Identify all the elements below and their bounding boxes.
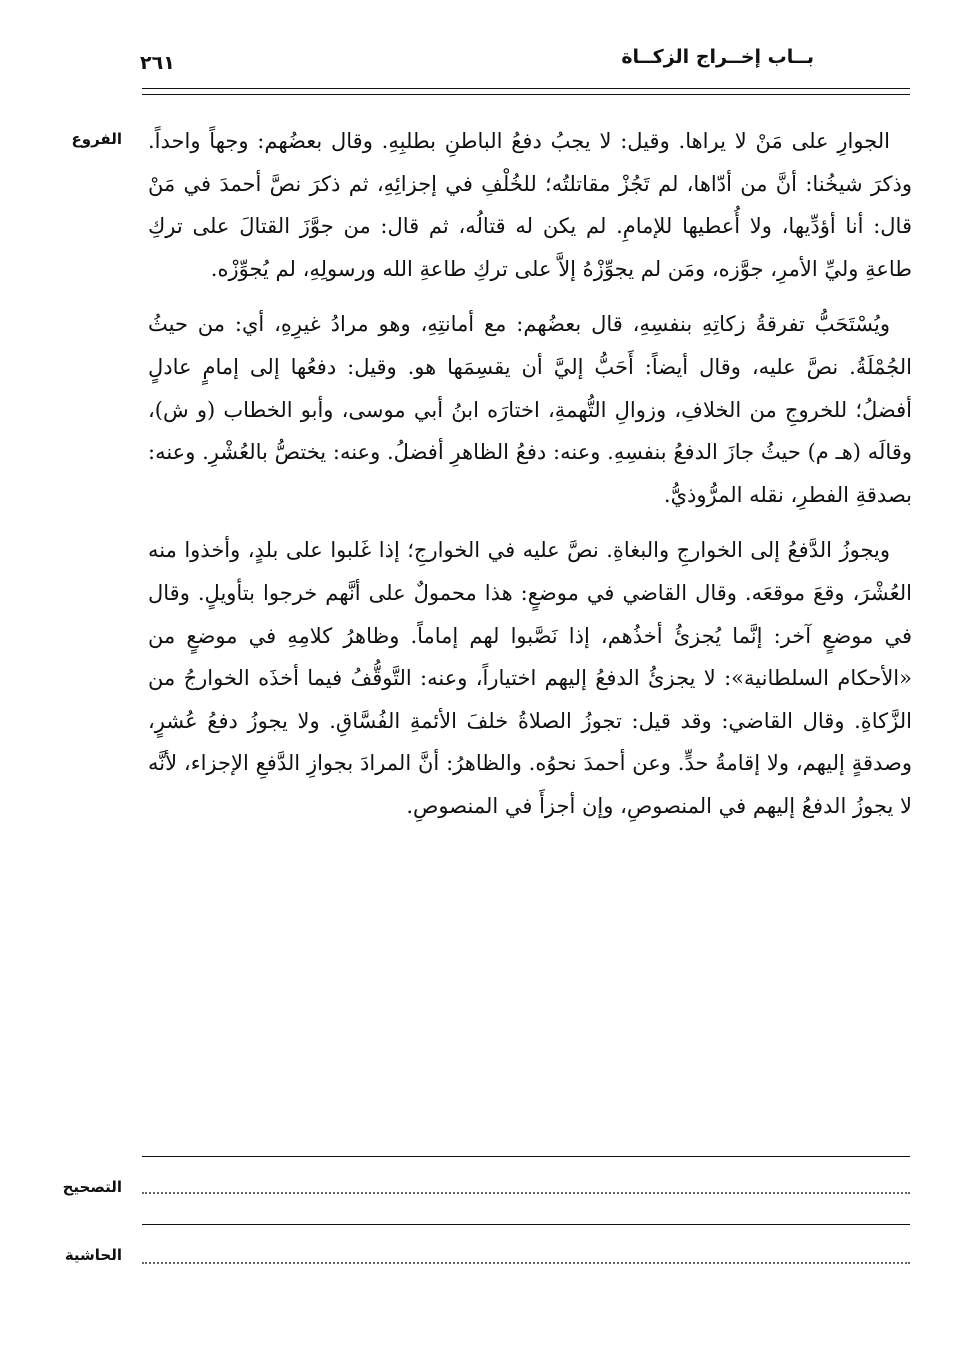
main-text [148, 120, 912, 828]
header-rule-bottom [142, 94, 910, 95]
header-rule-top [142, 88, 910, 89]
margin-notes-dotted-line [142, 1262, 910, 1264]
correction-dotted-line [142, 1192, 910, 1194]
paragraph: ويجوزُ الدَّفعُ إلى الخوارجِ والبغاةِ. نصَّ عليه في الخوارجِ؛ إذا غَلبوا على بلدٍ، وأخذوا منه العُشْرَ، وقعَ موقعَه. وقال القاضي في موضعٍ: هذا محمولٌ على أنَّهم خرجوا بتأويلٍ. وقال في موضعٍ آخر: إنَّما يُجزئُ أخذُهم، إذا نَصَّبوا لهم إماماً. وظاهرُ كلامِهِ في موضعٍ من «الأحكام السلطانية»: لا يجزئُ الدفعُ إليهم اختياراً، وعنه: التَّوقُّفُ فيما أخذَه الخوارجُ من الزَّكاةِ. وقال القاضي: وقد قيل: تجوزُ الصلاةُ خلفَ الأئمةِ الفُسَّاقِ. ولا يجوزُ دفعُ عُشرٍ، وصدقةٍ إليهم، ولا إقامةُ حدٍّ. وعن أحمدَ نحوُه. والظاهرُ: أنَّ المرادَ بجوازِ الدَّفعِ الإجزاء، لأنَّه لا يجوزُ الدفعُ إليهم في المنصوصِ، وإن أجزأَ في المنصوصِ. [148, 538, 913, 818]
running-header-title: بــاب إخــراج الزكــاة [621, 46, 814, 68]
paragraph: ويُسْتَحَبُّ تفرقةُ زكاتِهِ بنفسِهِ، قال بعضُهم: مع أمانتِهِ، وهو مرادُ غيرِهِ، أي: من حيثُ الجُمْلَةُ. نصَّ عليه، وقال أيضاً: أَحَبُّ إليَّ أن يقسِمَها هو. وقيل: دفعُها إلى إمامٍ عادلٍ أفضلُ؛ للخروجِ من الخلافِ، وزوالِ التُّهمةِ، اختارَه ابنُ أبي موسى، وأبو الخطاب (و ش)، وقالَه (هـ م) حيثُ جازَ الدفعُ بنفسِهِ. وعنه: دفعُ الظاهرِ أفضلُ. وعنه: يختصُّ بالعُشْرِ. وعنه: بصدقةِ الفطرِ، نقله المرُّوذيُّ. [148, 312, 912, 507]
paragraph: الجوارِ على مَنْ لا يراها. وقيل: لا يجبُ دفعُ الباطنِ بطلبِهِ. وقال بعضُهم: وجهاً واحداً. وذكرَ شيخُنا: أنَّ من أدّاها، لم تَجُزْ مقاتلتُه؛ للخُلْفِ في إجزائِهِ، ثم ذكرَ نصَّ أحمدَ في مَنْ قال: أنا أؤدِّيها، ولا أُعطيها للإمامِ. لم يكن له قتالُه، ثم قال: من جوَّزَ القتالَ على تركِ طاعةِ وليِّ الأمرِ، جوَّزه، ومَن لم يجوِّزْهُ إلاَّ على تركِ طاعةِ الله ورسولِهِ، لم يُجوِّزْه. [148, 129, 912, 281]
margin-notes-section-rule [142, 1224, 910, 1225]
page-number: ٢٦١ [140, 52, 175, 74]
correction-section-rule [142, 1156, 910, 1157]
margin-notes-label: الحاشية [64, 1246, 122, 1264]
margin-label-furu: الفروع [71, 130, 122, 148]
correction-label: التصحيح [62, 1178, 122, 1196]
